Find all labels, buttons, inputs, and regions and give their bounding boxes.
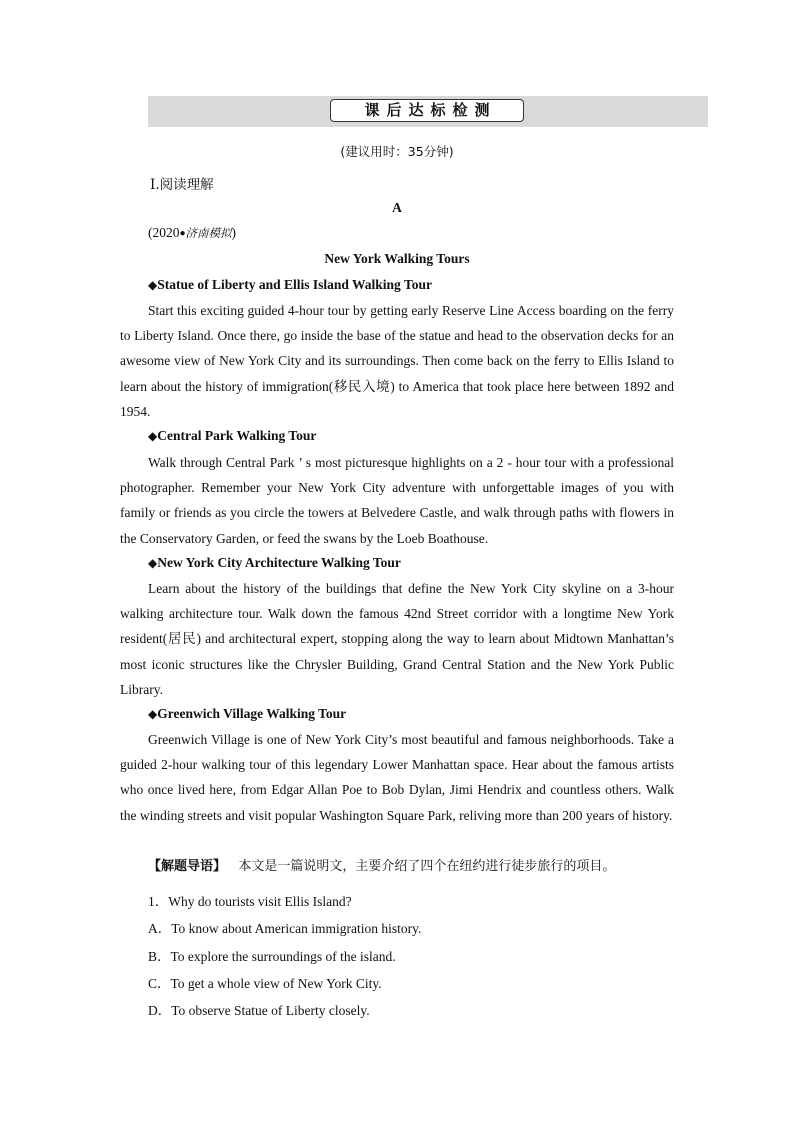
header-banner (148, 96, 708, 127)
diamond-icon: ◆ (148, 556, 158, 570)
diamond-icon: ◆ (148, 707, 158, 721)
source-year: (2020 (148, 225, 180, 240)
tour-heading-statue-liberty (148, 277, 432, 293)
tour-body-central-park: Walk through Central Park ’ s most picturesque highlights on a 2 - hour tour with a professional photographer. Remember your New York City adventure with unforgettable images of you with family or friends as you circle the towers at Belvedere Castle, and walk through paths with flowers in the Conservatory Garden, or feed the swans by the Loeb Boathouse. (120, 455, 674, 546)
tour-heading-text: Statue of Liberty and Ellis Island Walking Tour (157, 277, 432, 292)
diamond-icon: ◆ (148, 429, 158, 443)
tour-heading-greenwich (148, 706, 346, 722)
tour-heading-text: Greenwich Village Walking Tour (157, 706, 347, 721)
source-close: ) (231, 225, 237, 240)
question-stem: 1．Why do tourists visit Ellis Island? (148, 894, 352, 909)
source-dot: ● (179, 228, 186, 239)
tour-body-greenwich: Greenwich Village is one of New York City’s most beautiful and famous neighborhoods. Take a guided 2-hour walking tour of this legendary Lower Manhattan space. Hear about the famous artists who once lived here, from Edgar Allan Poe to Bob Dylan, Jimi Hendrix and countless others. Walk the winding streets and visit popular Washington Square Park, reliving more than 200 years of history. (120, 732, 674, 823)
passage-title: New York Walking Tours (324, 251, 470, 266)
diamond-icon: ◆ (148, 278, 158, 292)
tour-heading-architecture (148, 555, 401, 571)
passage-source (148, 225, 236, 241)
banner-title: 课后达标检测 (330, 99, 524, 122)
option-d: D．To observe Statue of Liberty closely. (148, 1003, 370, 1018)
guide-text: 本文是一篇说明文，主要介绍了四个在纽约进行徒步旅行的项目。 (238, 859, 616, 874)
guide-note (148, 855, 615, 874)
tour-heading-text: New York City Architecture Walking Tour (157, 555, 401, 570)
option-b: B．To explore the surroundings of the island. (148, 949, 396, 964)
option-c: C．To get a whole view of New York City. (148, 976, 382, 991)
guide-label: 【解题导语】 (148, 859, 227, 874)
tour-heading-text: Central Park Walking Tour (157, 428, 317, 443)
passage-letter: A (392, 200, 402, 215)
source-region: 济南模拟 (185, 226, 232, 240)
tour-body-architecture: Learn about the history of the buildings that define the New York City skyline on a 3-hour walking architecture tour. Walk down the famous 42nd Street corridor with a longtime New York resident(居民) and architectural expert, stopping along the way to learn about Midtown Manhattan’s most iconic structures like the Chrysler Building, Grand Central Station and the New York Public Library. (120, 581, 674, 697)
tour-body-statue-liberty: Start this exciting guided 4-hour tour by getting early Reserve Line Access boarding on the ferry to Liberty Island. Once there, go inside the base of the statue and head to the observation decks for an awesome view of New York City and its surroundings. Then come back on the ferry to Ellis Island to learn about the history of immigration(移民入境) to America that took place here between 1892 and 1954. (120, 303, 674, 419)
suggested-time: (建议用时：35分钟) (340, 144, 454, 159)
option-a: A．To know about American immigration history. (148, 921, 422, 936)
section-label: Ⅰ.阅读理解 (150, 177, 214, 193)
tour-heading-central-park (148, 428, 316, 444)
